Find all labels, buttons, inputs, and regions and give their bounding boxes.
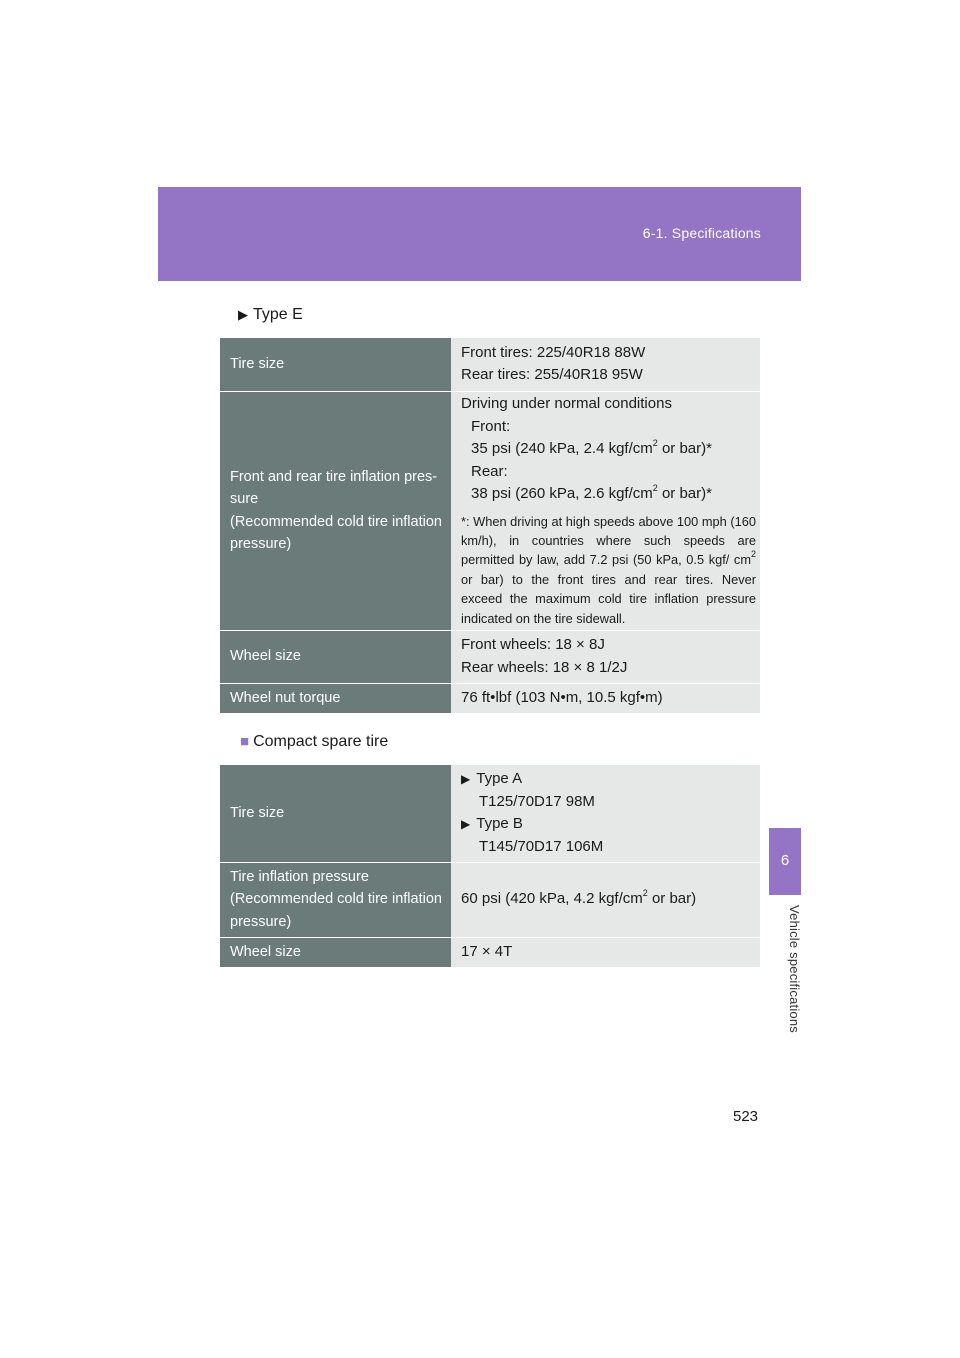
spare-pressure-text: or bar) bbox=[647, 890, 697, 908]
type-a-size: T125/70D17 98M bbox=[479, 792, 595, 810]
front-tire-size: Front tires: 225/40R18 88W bbox=[461, 343, 646, 361]
chapter-title: Vehicle specifications bbox=[787, 905, 802, 1033]
type-e-heading bbox=[238, 306, 303, 324]
header-band bbox=[158, 187, 801, 281]
type-e-heading-text: Type E bbox=[253, 306, 303, 323]
spare-wheel-size-value: 17 × 4T bbox=[451, 937, 760, 967]
table-row bbox=[220, 765, 760, 862]
rear-wheel-size: Rear wheels: 18 × 8 1/2J bbox=[461, 658, 628, 676]
rear-tire-size: Rear tires: 255/40R18 95W bbox=[461, 366, 643, 384]
superscript: 2 bbox=[642, 888, 648, 899]
superscript: 2 bbox=[750, 549, 756, 560]
front-label: Front: bbox=[471, 417, 511, 435]
spare-inflation-label-line: Tire inflation pressure bbox=[230, 868, 369, 885]
type-b-line bbox=[461, 813, 756, 836]
chapter-tab bbox=[769, 828, 801, 895]
spare-wheel-size-label: Wheel size bbox=[220, 937, 451, 967]
table-row bbox=[220, 937, 760, 967]
note-text: *: When driving at high speeds above 100 mph (160 km/h), in countries where such speeds are permitted by law, add 7.2 psi (50 kPa, 0.5 kgf/ cm bbox=[461, 513, 756, 568]
section-title: 6-1. Specifications bbox=[642, 225, 761, 241]
spare-pressure-text: 60 psi (420 kPa, 4.2 kgf/cm bbox=[461, 890, 643, 908]
arrow-right-icon: ▶ bbox=[461, 817, 471, 832]
superscript: 2 bbox=[652, 483, 658, 494]
table-row bbox=[220, 683, 760, 713]
page-number: 523 bbox=[733, 1108, 759, 1125]
superscript: 2 bbox=[652, 438, 658, 449]
compact-spare-heading-text: Compact spare tire bbox=[253, 733, 389, 750]
front-pressure bbox=[461, 438, 756, 461]
table-row bbox=[220, 862, 760, 937]
tire-size-value bbox=[451, 338, 760, 391]
spare-inflation-label-line: (Recommended cold tire inflation bbox=[230, 891, 442, 908]
inflation-label-line: pressure) bbox=[230, 536, 292, 552]
wheel-size-value bbox=[451, 630, 760, 683]
spare-tire-size-label: Tire size bbox=[220, 765, 451, 862]
spare-inflation-value bbox=[451, 862, 760, 937]
inflation-label-line: (Recommended cold tire inflation bbox=[230, 513, 442, 530]
spare-inflation-label-line: pressure) bbox=[230, 913, 292, 930]
type-b-label: Type B bbox=[476, 815, 523, 833]
arrow-right-icon: ▶ bbox=[238, 307, 248, 322]
front-pressure-text: 35 psi (240 kPa, 2.4 kgf/cm bbox=[471, 440, 653, 458]
inflation-label bbox=[220, 391, 451, 630]
table-row bbox=[220, 630, 760, 683]
high-speed-note bbox=[461, 512, 756, 628]
table-row bbox=[220, 391, 760, 630]
type-a-line bbox=[461, 768, 756, 791]
chapter-number: 6 bbox=[780, 852, 790, 869]
inflation-value bbox=[451, 391, 760, 630]
wheel-nut-torque-value: 76 ft•lbf (103 N•m, 10.5 kgf•m) bbox=[451, 683, 760, 713]
rear-pressure-text: 38 psi (260 kPa, 2.6 kgf/cm bbox=[471, 485, 653, 503]
arrow-right-icon: ▶ bbox=[461, 772, 471, 787]
note-text: or bar) to the front tires and rear tires. Never exceed the maximum cold tire inflation pressure indicated on the tire sidewall. bbox=[461, 571, 756, 626]
type-e-spec-table bbox=[220, 338, 760, 714]
inflation-label-line: Front and rear tire inflation pres- bbox=[230, 468, 438, 485]
driving-condition: Driving under normal conditions bbox=[461, 395, 672, 413]
type-b-size: T145/70D17 106M bbox=[479, 837, 604, 855]
rear-pressure-text: or bar)* bbox=[657, 485, 712, 503]
wheel-nut-torque-label: Wheel nut torque bbox=[220, 683, 451, 713]
square-bullet-icon: ■ bbox=[240, 733, 250, 750]
wheel-size-label: Wheel size bbox=[220, 630, 451, 683]
spare-inflation-label bbox=[220, 862, 451, 937]
rear-pressure bbox=[461, 483, 756, 506]
table-row bbox=[220, 338, 760, 391]
front-wheel-size: Front wheels: 18 × 8J bbox=[461, 636, 605, 653]
front-pressure-text: or bar)* bbox=[657, 440, 712, 458]
spare-spec-table bbox=[220, 765, 760, 968]
rear-label: Rear: bbox=[471, 462, 508, 480]
type-a-label: Type A bbox=[476, 770, 523, 788]
inflation-label-line: sure bbox=[230, 491, 259, 507]
tire-size-label: Tire size bbox=[220, 338, 451, 391]
compact-spare-heading bbox=[240, 733, 388, 751]
spare-tire-size-value bbox=[451, 765, 760, 862]
